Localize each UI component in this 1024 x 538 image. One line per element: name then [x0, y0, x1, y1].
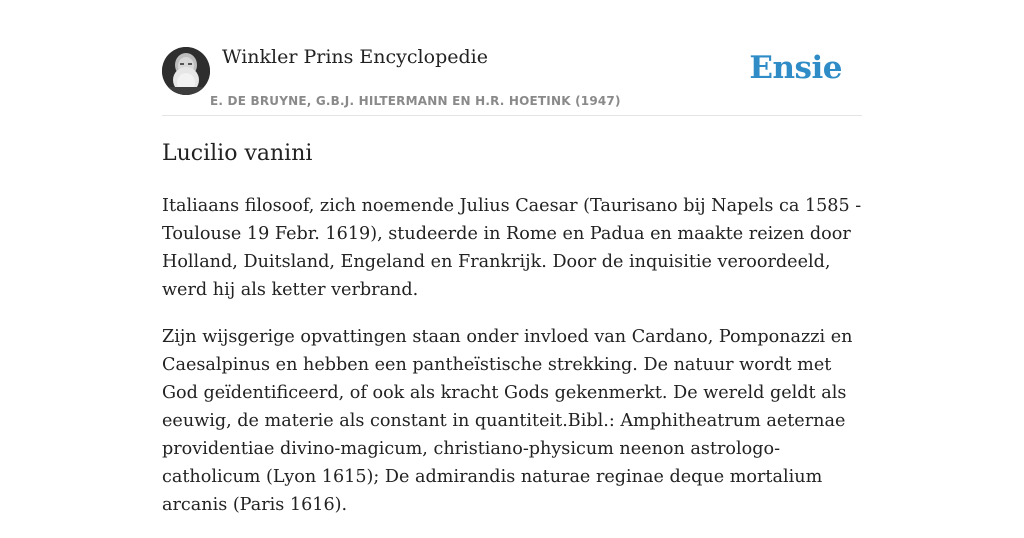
- source-title[interactable]: Winkler Prins Encyclopedie: [222, 46, 488, 68]
- ensie-logo[interactable]: Ensie: [749, 50, 842, 86]
- page: [162, 0, 862, 515]
- article-title: Lucilio vanini: [162, 141, 313, 166]
- article-paragraph-1: Italiaans filosoof, zich noemende Julius Caesar (Taurisano bij Napels ca 1585 - Toulouse 19 Febr. 1619), studeerde in Rome en Padua en maakte reizen door Holland, Duitsland, Engeland en Frankrijk. Door de inquisitie veroordeeld, werd hij als ketter verbrand.: [162, 196, 862, 300]
- source-header: [162, 0, 862, 116]
- author-avatar-icon[interactable]: [162, 47, 210, 95]
- article-paragraph-2: Zijn wijsgerige opvattingen staan onder invloed van Cardano, Pomponazzi en Caesalpinus en hebben een pantheïstische strekking. De natuur wordt met God geïdentificeerd, of ook als kracht Gods gekenmerkt. De wereld geldt als eeuwig, de materie als constant in quantiteit.Bibl.: Amphitheatrum aeternae providentiae divino-magicum, christiano-physicum neenon astrologo-catholicum (Lyon 1615); De admirandis naturae reginae deque mortalium arcanis (Paris 1616).: [162, 327, 853, 515]
- source-authors: E. DE BRUYNE, G.B.J. HILTERMANN EN H.R. HOETINK (1947): [210, 94, 621, 108]
- article-body: [162, 192, 862, 538]
